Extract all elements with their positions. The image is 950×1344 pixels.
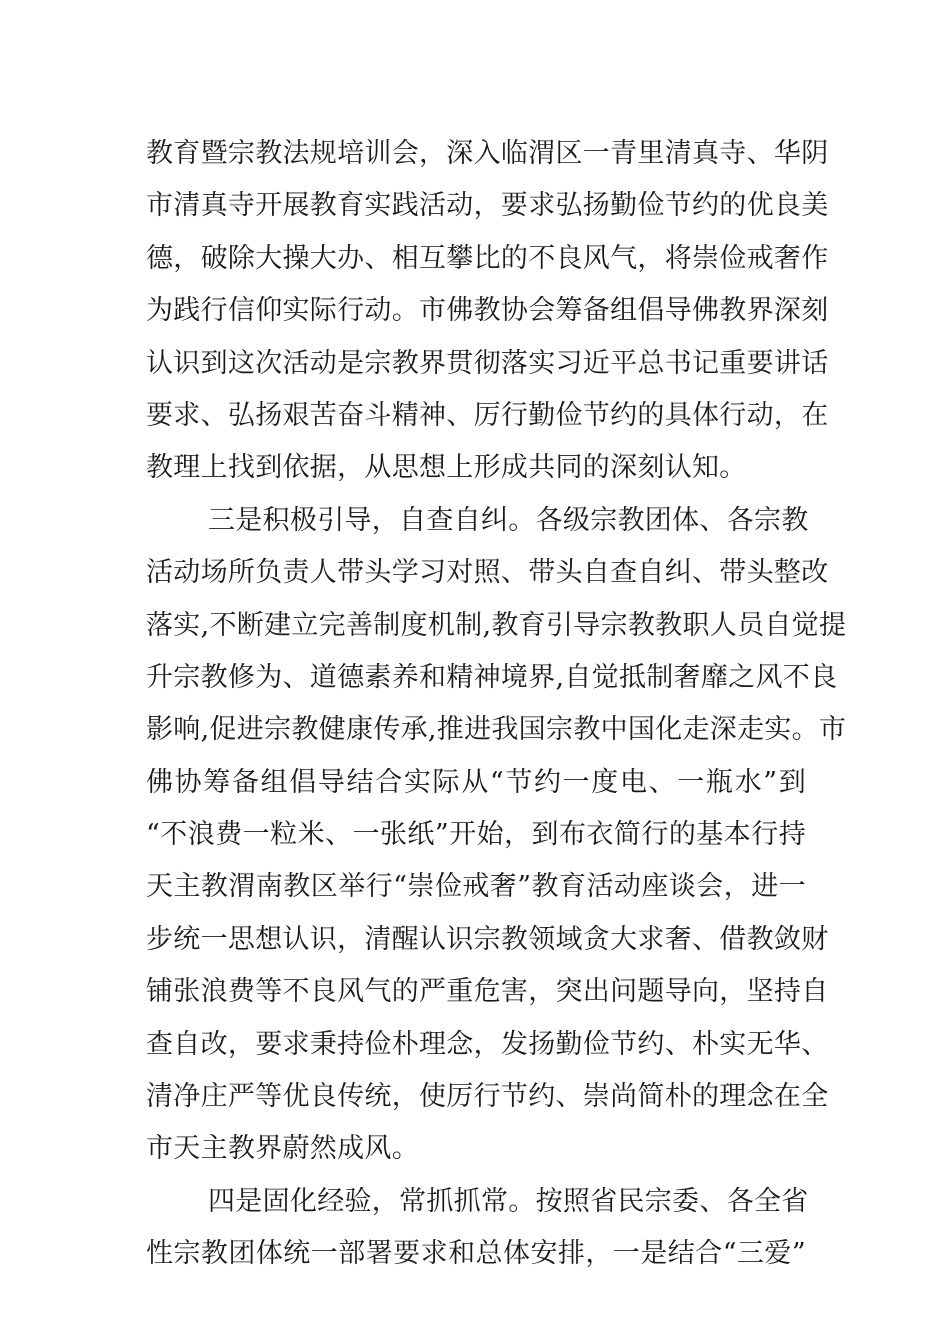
body-text xyxy=(146,128,847,1281)
text-line: 升宗教修为、道德素养和精神境界,自觉抵制奢靡之风不良 xyxy=(146,661,838,693)
paragraph-start-line: 四是固化经验，常抓抓常。按照省民宗委、各全省 xyxy=(208,1185,809,1217)
text-line: “不浪费一粒米、一张纸”开始，到布衣简行的基本行持 xyxy=(146,819,806,851)
text-line: 活动场所负责人带头学习对照、带头自查自纠、带头整改 xyxy=(146,557,829,589)
text-line: 德，破除大操大办、相互攀比的不良风气，将崇俭戒奢作 xyxy=(146,242,829,274)
text-line: 影响,促进宗教健康传承,推进我国宗教中国化走深走实。市 xyxy=(146,714,847,746)
text-line: 为践行信仰实际行动。市佛教协会筹备组倡导佛教界深刻 xyxy=(146,295,829,327)
text-line: 佛协筹备组倡导结合实际从“节约一度电、一瓶水”到 xyxy=(146,766,806,798)
text-line: 教理上找到依据，从思想上形成共同的深刻认知。 xyxy=(146,452,747,484)
text-line: 铺张浪费等不良风气的严重危害，突出问题导向，坚持自 xyxy=(146,976,829,1008)
text-line: 要求、弘扬艰苦奋斗精神、厉行勤俭节约的具体行动，在 xyxy=(146,399,829,431)
text-line: 认识到这次活动是宗教界贯彻落实习近平总书记重要讲话 xyxy=(146,347,829,379)
text-line: 性宗教团体统一部署要求和总体安排，一是结合“三爱” xyxy=(146,1238,806,1270)
text-line: 步统一思想认识，清醒认识宗教领域贪大求奢、借教敛财 xyxy=(146,923,829,955)
text-line: 天主教渭南教区举行“崇俭戒奢”教育活动座谈会，进一 xyxy=(146,871,806,903)
text-line: 教育暨宗教法规培训会，深入临渭区一青里清真寺、华阴 xyxy=(146,138,829,169)
text-line: 查自改，要求秉持俭朴理念，发扬勤俭节约、朴实无华、 xyxy=(146,1028,829,1060)
text-line: 市天主教界蔚然成风。 xyxy=(146,1133,419,1165)
text-line: 市清真寺开展教育实践活动，要求弘扬勤俭节约的优良美 xyxy=(146,190,829,222)
paragraph-start-line: 三是积极引导，自查自纠。各级宗教团体、各宗教 xyxy=(208,504,809,536)
text-line: 落实,不断建立完善制度机制,教育引导宗教教职人员自觉提 xyxy=(146,609,847,641)
text-line: 清净庄严等优良传统，使厉行节约、崇尚简朴的理念在全 xyxy=(146,1081,829,1113)
